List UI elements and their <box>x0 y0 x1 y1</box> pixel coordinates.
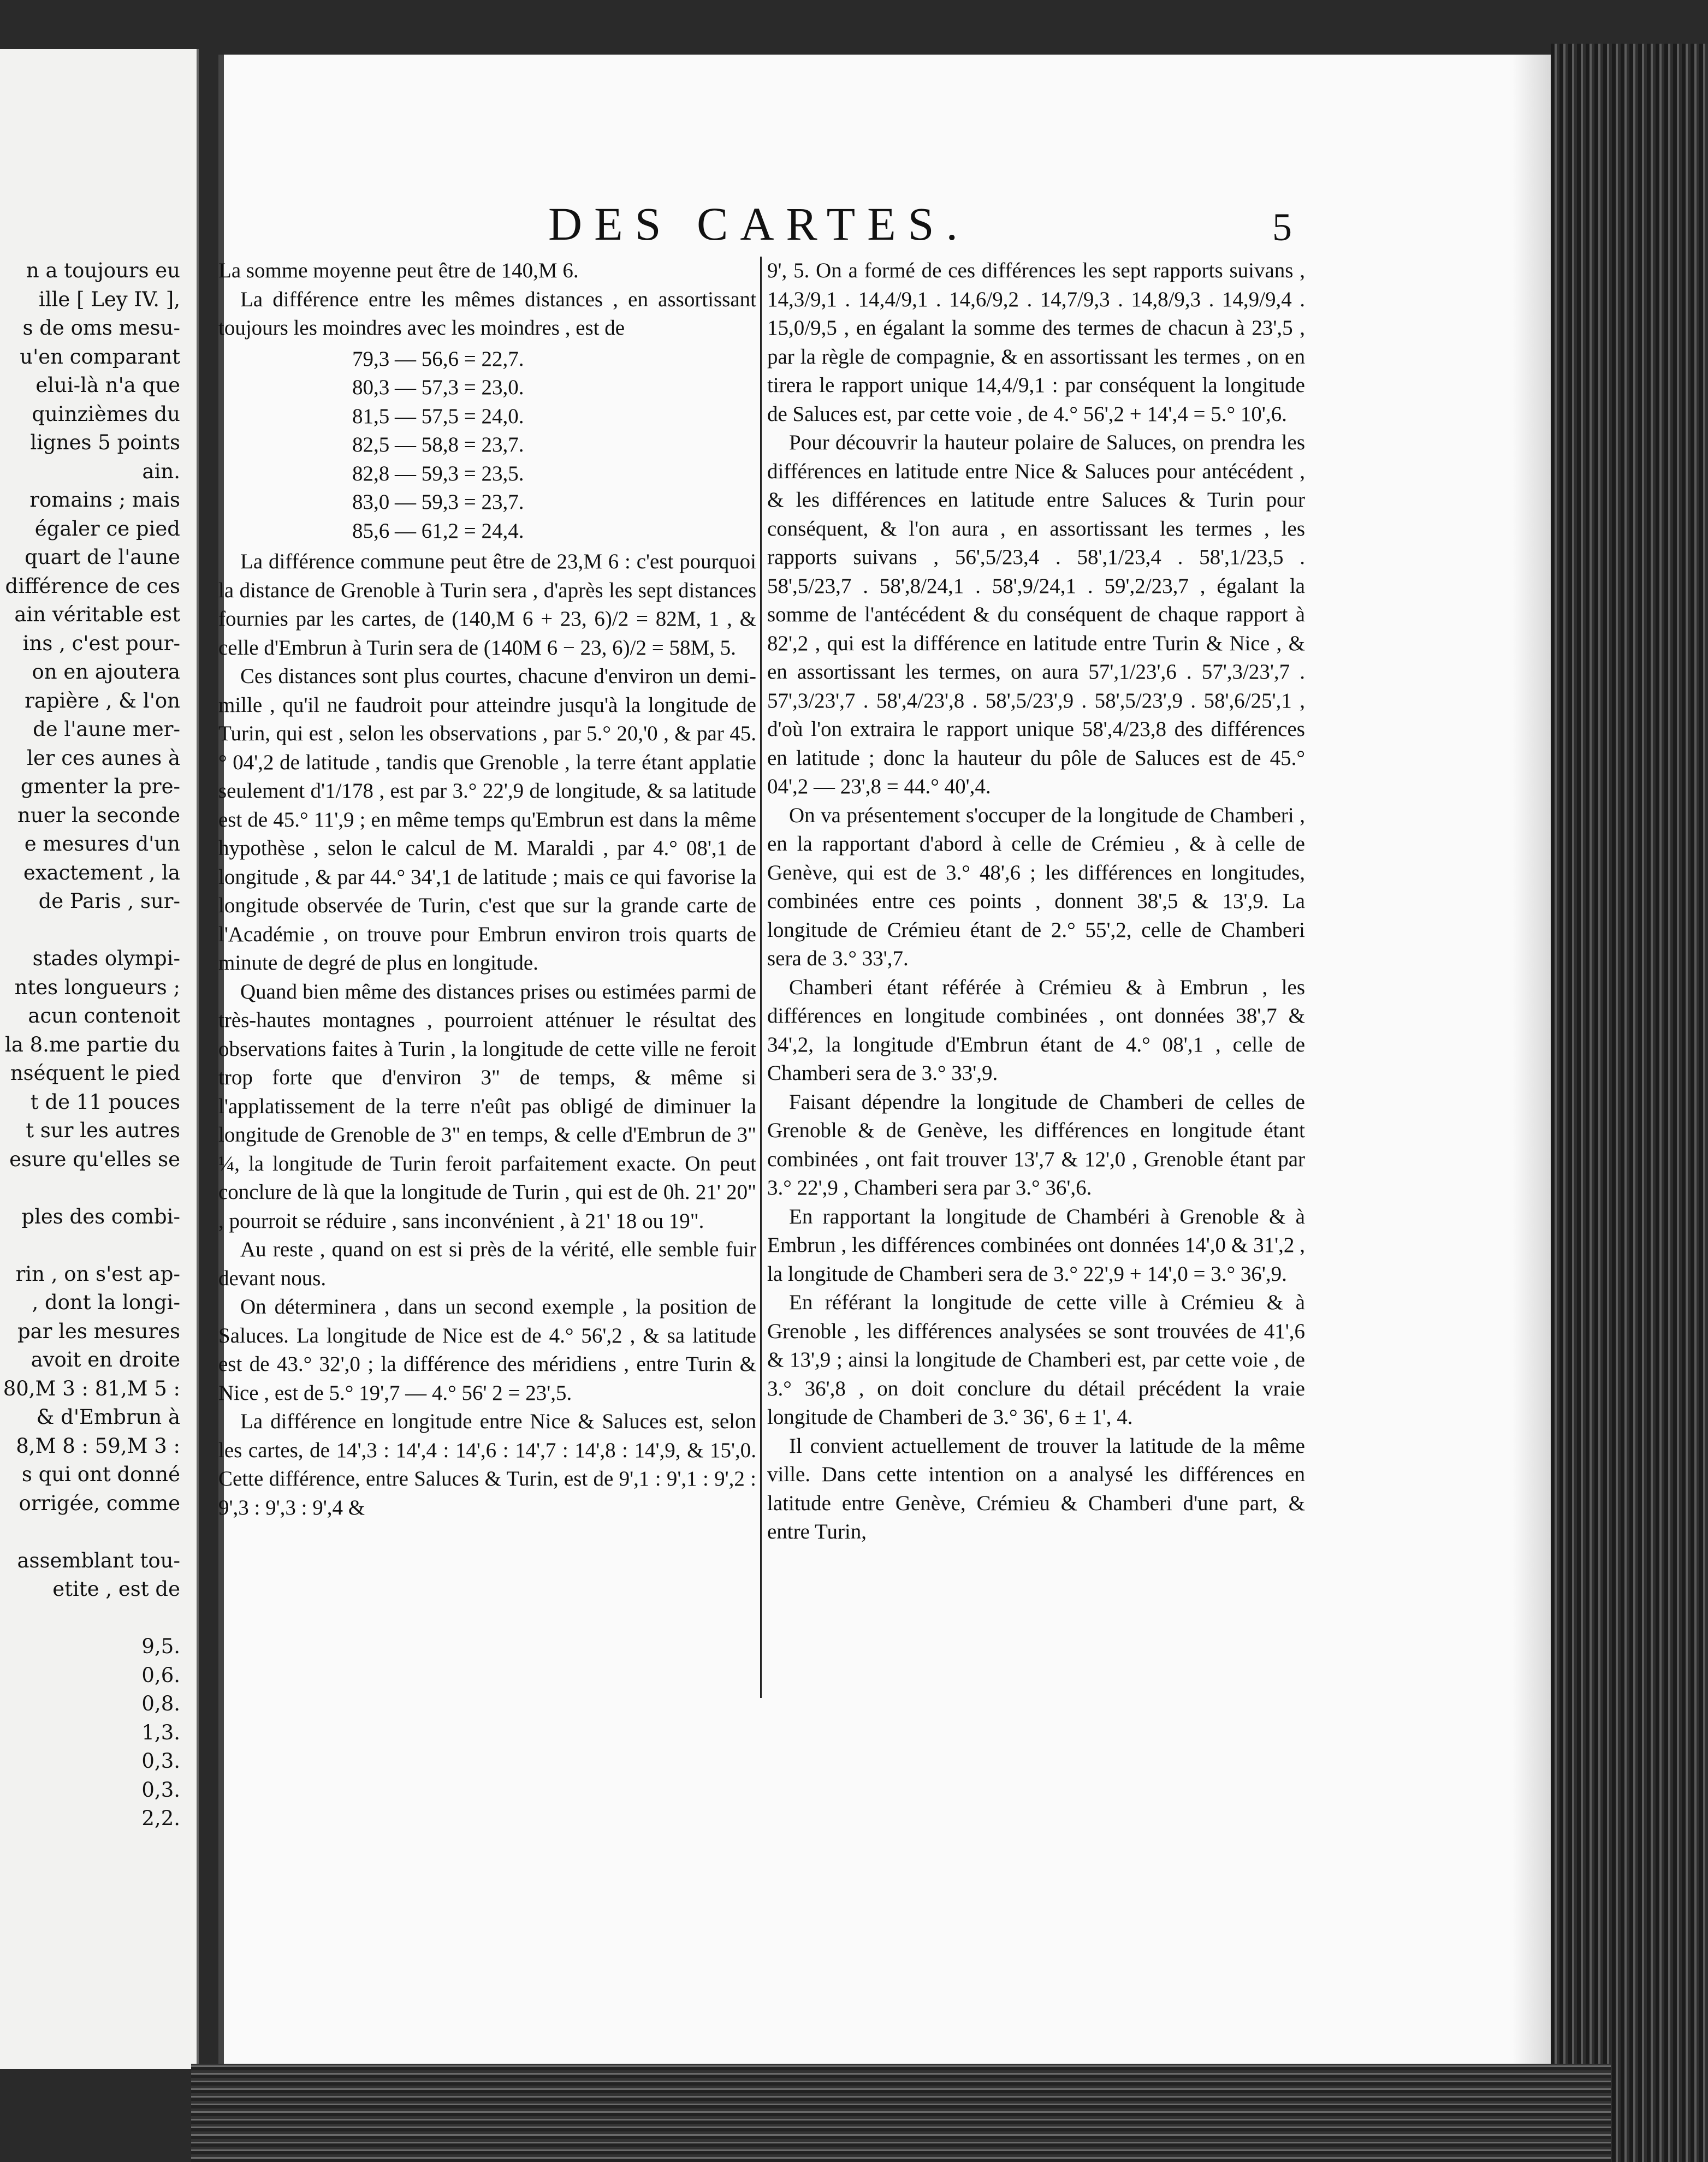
paragraph: En référant la longitude de cette ville à Crémieu & à Grenoble , les différences analysées se sont trouvées de 41',6 & 13',9 ; ainsi la longitude de Chamberi est, par cette voie , de 3.° 36',8 , on doit conclure du détail précédent la vraie longitude de Chamberi de 3.° 36', 6 ± 1', 4. <box>767 1291 1305 1429</box>
left-page-line <box>0 1518 180 1547</box>
paragraph: On va présentement s'occuper de la longitude de Chamberi , en la rapportant d'abord à celle de Crémieu , & à celle de Genève, qui est de 3.° 48',6 ; les différences en longitudes, combinées entre ces points , donnent 38',5 & 13',9. La longitude de Crémieu étant de 2.° 55',2, celle de Chamberi sera de 3.° 33',7. <box>767 803 1305 970</box>
left-page-line: esure qu'elles se <box>9 1147 180 1171</box>
left-page-line <box>0 1174 180 1203</box>
left-page-line: ler ces aunes à <box>27 746 180 770</box>
left-page-line: u'en comparant <box>20 345 180 369</box>
equation-line: 82,5 — 58,8 = 23,7. <box>352 433 524 456</box>
paragraph: La différence entre les mêmes distances , en assortissant toujours les moindres avec les moindres , est de <box>218 287 756 340</box>
left-page-line: orrigée, comme <box>19 1491 180 1515</box>
left-page-line: gmenter la pre- <box>20 775 180 798</box>
left-page-line: ain. <box>142 459 180 483</box>
left-page-line: 0,3. <box>141 1778 180 1802</box>
left-page-line: acun contenoit <box>28 1004 180 1027</box>
left-page-line: 0,8. <box>141 1692 180 1715</box>
left-page-line: nséquent le pied <box>10 1061 180 1085</box>
left-page-line: , dont la longi- <box>32 1291 180 1314</box>
left-page-line: égaler ce pied <box>34 516 180 540</box>
left-page-line: ille [ Ley IV. ], <box>38 287 180 311</box>
equation-list <box>352 345 756 546</box>
left-page-line: 8,M 8 : 59,M 3 : <box>16 1434 180 1458</box>
paragraph: Ces distances sont plus courtes, chacune d'environ un demi-mille , qu'il ne faudroit pour atteindre jusqu'à la longitude de Turin, qui est , selon les observations , par 5.° 20,'0 , & par 45.° 04',2 de latitude , tandis que Grenoble , la terre étant applatie seulement d'1/178 , est par 3.° 22',9 de longitude, & sa latitude est de 45.° 11',9 ; en même temps qu'Embrun est dans la même hypothèse , selon le calcul de M. Maraldi , par 4.° 08',1 de longitude , & par 44.° 34',1 de latitude ; mais ce qui favorise la longitude observée de Turin, c'est que sur la grande carte de l'Académie , on trouve pour Embrun environ trois quarts de minute de degré de plus en longitude. <box>218 664 756 975</box>
left-page-line: ntes longueurs ; <box>14 975 180 999</box>
left-page-line: t de 11 pouces <box>30 1090 180 1114</box>
left-page-line: stades olympi- <box>32 947 180 970</box>
left-page-line: etite , est de <box>52 1577 180 1601</box>
equation-line: 83,0 — 59,3 = 23,7. <box>352 490 524 514</box>
left-page-line: quart de l'aune <box>25 545 180 569</box>
left-page-line: s de oms mesu- <box>22 316 180 340</box>
left-page-line: 2,2. <box>141 1807 180 1830</box>
paragraph: Il convient actuellement de trouver la latitude de la même ville. Dans cette intention on a analysé les différences en latitude entre Genève, Crémieu & Chamberi d'une part, & entre Turin, <box>767 1434 1305 1543</box>
paragraph: Pour découvrir la hauteur polaire de Saluces, on prendra les différences en latitude entre Nice & Saluces pour antécédent , & les différences en latitude entre Saluces & Turin pour conséquent, & l'on aura , en assortissant les termes , les rapports suivans , 56',5/23,4 . 58',1/23,4 . 58',1/23,5 . 58',5/23,7 . 58',8/24,1 . 58',9/24,1 . 59',2/23,7 , égalant la somme de l'antécédent & du conséquent de chaque rapport à 82',2 , qui est la différence en latitude entre Turin & Nice , & en assortissant les termes, on aura 57',1/23',6 . 57',3/23',7 . 57',3/23',7 . 58',4/23',8 . 58',5/23',9 . 58',5/23',9 . 58',6/25',1 , d'où l'on extraira le rapport unique 58',4/23,8 des différences en latitude ; donc la hauteur du pôle de Saluces est de 45.° 04',2 — 23',8 = 44.° 40',4. <box>767 431 1305 798</box>
paragraph: Au reste , quand on est si près de la vérité, elle semble fuir devant nous. <box>218 1238 756 1290</box>
paragraph: En rapportant la longitude de Chambéri à Grenoble & à Embrun , les différences combinées ont données 14',0 & 31',2 , la longitude de Chamberi sera de 3.° 22',9 + 14',0 = 3.° 36',9. <box>767 1204 1305 1286</box>
left-page-line: ples des combi- <box>21 1204 180 1228</box>
left-page-line: on en ajoutera <box>32 660 180 684</box>
left-page-line: ain véritable est <box>14 603 180 626</box>
left-page-line: rin , on s'est ap- <box>15 1262 180 1286</box>
paragraph: 9', 5. On a formé de ces différences les sept rapports suivans , 14,3/9,1 . 14,4/9,1 . 14,6/9,2 . 14,7/9,3 . 14,8/9,3 . 14,9/9,4 . 15,0/9,5 , en égalant la somme des termes de chacun à 23',5 , par la règle de compagnie, & en assortissant les termes , on en tirera le rapport unique 14,4/9,1 : par conséquent la longitude de Saluces est, par cette voie , de 4.° 56',2 + 14',4 = 5.° 10',6. <box>767 259 1305 426</box>
equation-line: 80,3 — 57,3 = 23,0. <box>352 376 524 399</box>
paragraph: La différence en longitude entre Nice & Saluces est, selon les cartes, de 14',3 : 14',4 : 14',6 : 14',7 : 14',8 : 14',9, & 15',0. Cette différence, entre Saluces & Turin, est de 9',1 : 9',1 : 9',2 : 9',3 : 9',3 : 9',4 & <box>218 1410 756 1519</box>
left-page-line: 0,3. <box>141 1749 180 1773</box>
paragraph: Faisant dépendre la longitude de Chamberi de celles de Grenoble & de Genève, les différences en longitude étant combinées , ont fait trouver 13',7 & 12',0 , Grenoble étant par 3.° 22',9 , Chamberi sera par 3.° 36',6. <box>767 1090 1305 1199</box>
left-page-line: elui-là n'a que <box>35 373 180 397</box>
left-text-column <box>218 257 756 1522</box>
left-page-line: romains ; mais <box>29 488 180 512</box>
left-page-line: par les mesures <box>17 1319 180 1343</box>
left-page-line: e mesures d'un <box>24 832 180 856</box>
left-page-line: de Paris , sur- <box>38 889 180 913</box>
left-page-line: quinzièmes du <box>32 402 180 426</box>
left-page-line <box>0 916 180 945</box>
paragraph: On déterminera , dans un second exemple , la position de Saluces. La longitude de Nice est de 4.° 56',2 , & sa latitude est de 43.° 32',0 ; la différence des méridiens , entre Turin & Nice , est de 5.° 19',7 — 4.° 56' 2 = 23',5. <box>218 1295 756 1405</box>
left-page-line <box>0 1231 180 1260</box>
equation-line: 82,8 — 59,3 = 23,5. <box>352 461 524 485</box>
column-rule <box>760 257 762 1698</box>
left-page-line: différence de ces <box>5 574 180 598</box>
left-page-line: la 8.me partie du <box>4 1032 180 1056</box>
left-page-line: rapière , & l'on <box>25 688 180 712</box>
left-page-line: lignes 5 points <box>30 431 180 454</box>
paragraph: Chamberi étant référée à Crémieu & à Embrun , les différences en longitude combinées , ont données 38',7 & 34',2, la longitude d'Embrun étant de 4.° 08',1 , celle de Chamberi sera de 3.° 33',9. <box>767 975 1305 1085</box>
left-page-line: nuer la seconde <box>17 803 180 827</box>
left-page-line: & d'Embrun à <box>36 1405 180 1429</box>
left-page-line: t sur les autres <box>26 1119 180 1142</box>
book-fore-edge <box>1551 44 1708 2162</box>
left-page-line: 9,5. <box>141 1635 180 1658</box>
equation-line: 81,5 — 57,5 = 24,0. <box>352 404 524 428</box>
left-facing-page <box>0 49 199 2069</box>
left-page-line: 0,6. <box>141 1663 180 1687</box>
left-page-line: assemblant tou- <box>17 1548 180 1572</box>
equation-line: 85,6 — 61,2 = 24,4. <box>352 519 524 543</box>
book-bottom-edge <box>191 2064 1611 2162</box>
left-page-line: 1,3. <box>141 1720 180 1744</box>
left-page-line: ins , c'est pour- <box>22 631 180 655</box>
right-text-column <box>767 257 1305 1547</box>
paragraph: La différence commune peut être de 23,M 6 : c'est pourquoi la distance de Grenoble à Turin sera , d'après les sept distances fournies par les cartes, de (140,M 6 + 23, 6)/2 = 82M, 1 , & celle d'Embrun à Turin sera de (140M 6 − 23, 6)/2 = 58M, 5. <box>218 550 756 660</box>
left-page-line: avoit en droite <box>31 1348 180 1371</box>
paragraph: Quand bien même des distances prises ou estimées parmi de très-hautes montagnes , pourroient atténuer le résultat des observations faites à Turin , la longitude de cette ville ne feroit trop forte que d'environ 3" de temps, & même si l'applatissement de la terre n'eût pas obligé de diminuer la longitude de Grenoble de 3" en temps, & celle d'Embrun de 3" ¼, la longitude de Turin feroit parfaitement exacte. On peut conclure de là que la longitude de Turin , qui est de 0h. 21' 20" , pourroit se réduire , sans inconvénient , à 21' 18 ou 19". <box>218 979 756 1233</box>
left-page-line: exactement , la <box>23 860 180 884</box>
page-number: 5 <box>1272 205 1292 249</box>
equation-line: 79,3 — 56,6 = 22,7. <box>352 347 524 371</box>
left-page-line: 80,M 3 : 81,M 5 : <box>3 1376 180 1400</box>
left-page-text-fragments <box>0 257 180 1833</box>
running-head: DES CARTES. <box>548 198 970 250</box>
page-gutter-shadow <box>1513 55 1551 2064</box>
left-page-line: de l'aune mer- <box>33 717 180 741</box>
left-page-line: s qui ont donné <box>21 1463 180 1486</box>
left-page-line: n a toujours eu <box>26 259 180 282</box>
paragraph: La somme moyenne peut être de 140,M 6. <box>218 259 579 282</box>
left-page-line <box>0 1604 180 1633</box>
